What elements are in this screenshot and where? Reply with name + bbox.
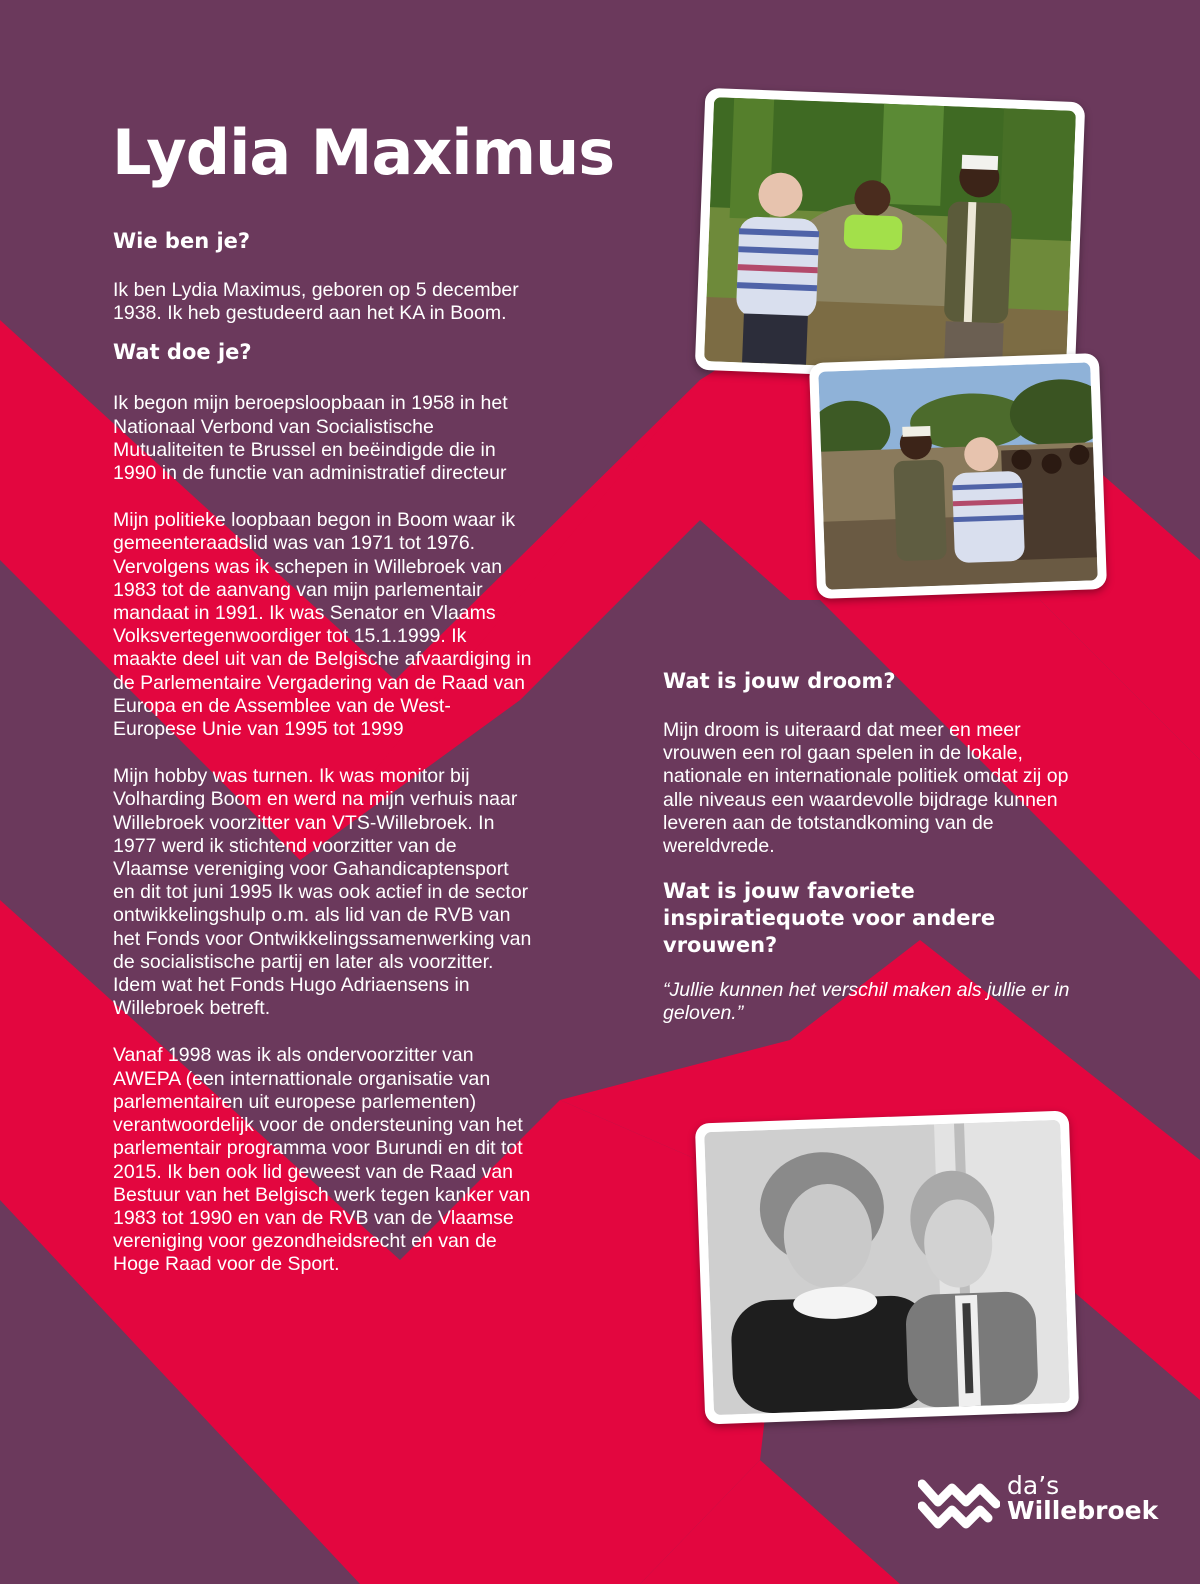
question-what: Wat doe je? [113,340,252,365]
left-column [113,228,533,1301]
inspiration-quote: “Jullie kunnen het verschil maken als jullie er in geloven.” [663,979,1070,1025]
das-willebroek-logo [918,1472,1158,1536]
photo-three-people-outdoors [695,88,1086,384]
question-quote: Wat is jouw favoriete inspiratiequote voor andere vrouwen? [663,879,996,958]
logo-das-text: da’s [1007,1471,1060,1500]
answer-who: Ik ben Lydia Maximus, geboren op 5 december 1938. Ik heb gestudeerd aan het KA in Boom. [113,279,519,325]
hobby-paragraph: Mijn hobby was turnen. Ik was monitor bij Volharding Boom en werd na mijn verhuis naar Willebroek voorzitter van VTS-Willebroek. In 1977 werd ik stichtend voorzitter van de Vlaamse vereniging voor Gahandicaptensport en dit tot juni 1995 Ik was ook actief in de sector ontwikkelingshulp o.m. als lid van de RVB van het Fonds voor Ontwikkelingssamenwerking van de socialistische partij en later als voorzitter. Idem wat het Fonds Hugo Adriaensens in Willebroek betreft. [113,765,532,1020]
page-title: Lydia Maximus [112,116,615,189]
awepa-paragraph: Vanaf 1998 was ik als ondervoorzitter van AWEPA (een internattionale organisatie van parlementairen uit europese parlementen) verantwoordelijk voor de ondersteuning van het parlementair programma voor Burundi en dit tot 2015. Ik ben ook lid geweest van de Raad van Bestuur van het Belgisch werk tegen kanker van 1983 tot 1990 en van de RVB van de Vlaamse vereniging voor gezondheidsrecht en van de Hoge Raad voor de Sport. [113,1044,531,1276]
answer-dream: Mijn droom is uiteraard dat meer en meer vrouwen een rol gaan spelen in de lokale, nationale en internationale politiek omdat zij op alle niveaus een waardevolle bijdrage kunnen leveren aan de totstandkoming van de wereldvrede. [663,719,1069,858]
politics-paragraph: Mijn politieke loopbaan begon in Boom waar ik gemeenteraadslid was van 1971 tot 1976. Vervolgens was ik schepen in Willebroek van 1983 tot de aanvang van mijn parlementair mandaat in 1991. Ik was Senator en Vlaams Volksvertegenwoordiger tot 15.1.1999. Ik maakte deel uit van de Belgische afvaardiging in de Parlementaire Vergadering van de Raad van Europa en de Assemblee van de West-Europese Unie van 1995 tot 1999 [113,509,532,741]
career-paragraph: Ik begon mijn beroepsloopbaan in 1958 in het Nationaal Verbond van Socialistische Mutualiteiten te Brussel en beëindigde die in 1990 in de functie van administratief directeur [113,392,508,485]
photo-greeting-crowd [809,353,1107,599]
question-who: Wie ben je? [113,229,251,253]
photo-black-white-portrait [695,1111,1079,1425]
willebroek-w-mark-icon [918,1478,1000,1536]
question-dream: Wat is jouw droom? [663,669,896,693]
right-column [663,668,1093,1026]
logo-willebroek-text: Willebroek [1007,1496,1159,1525]
